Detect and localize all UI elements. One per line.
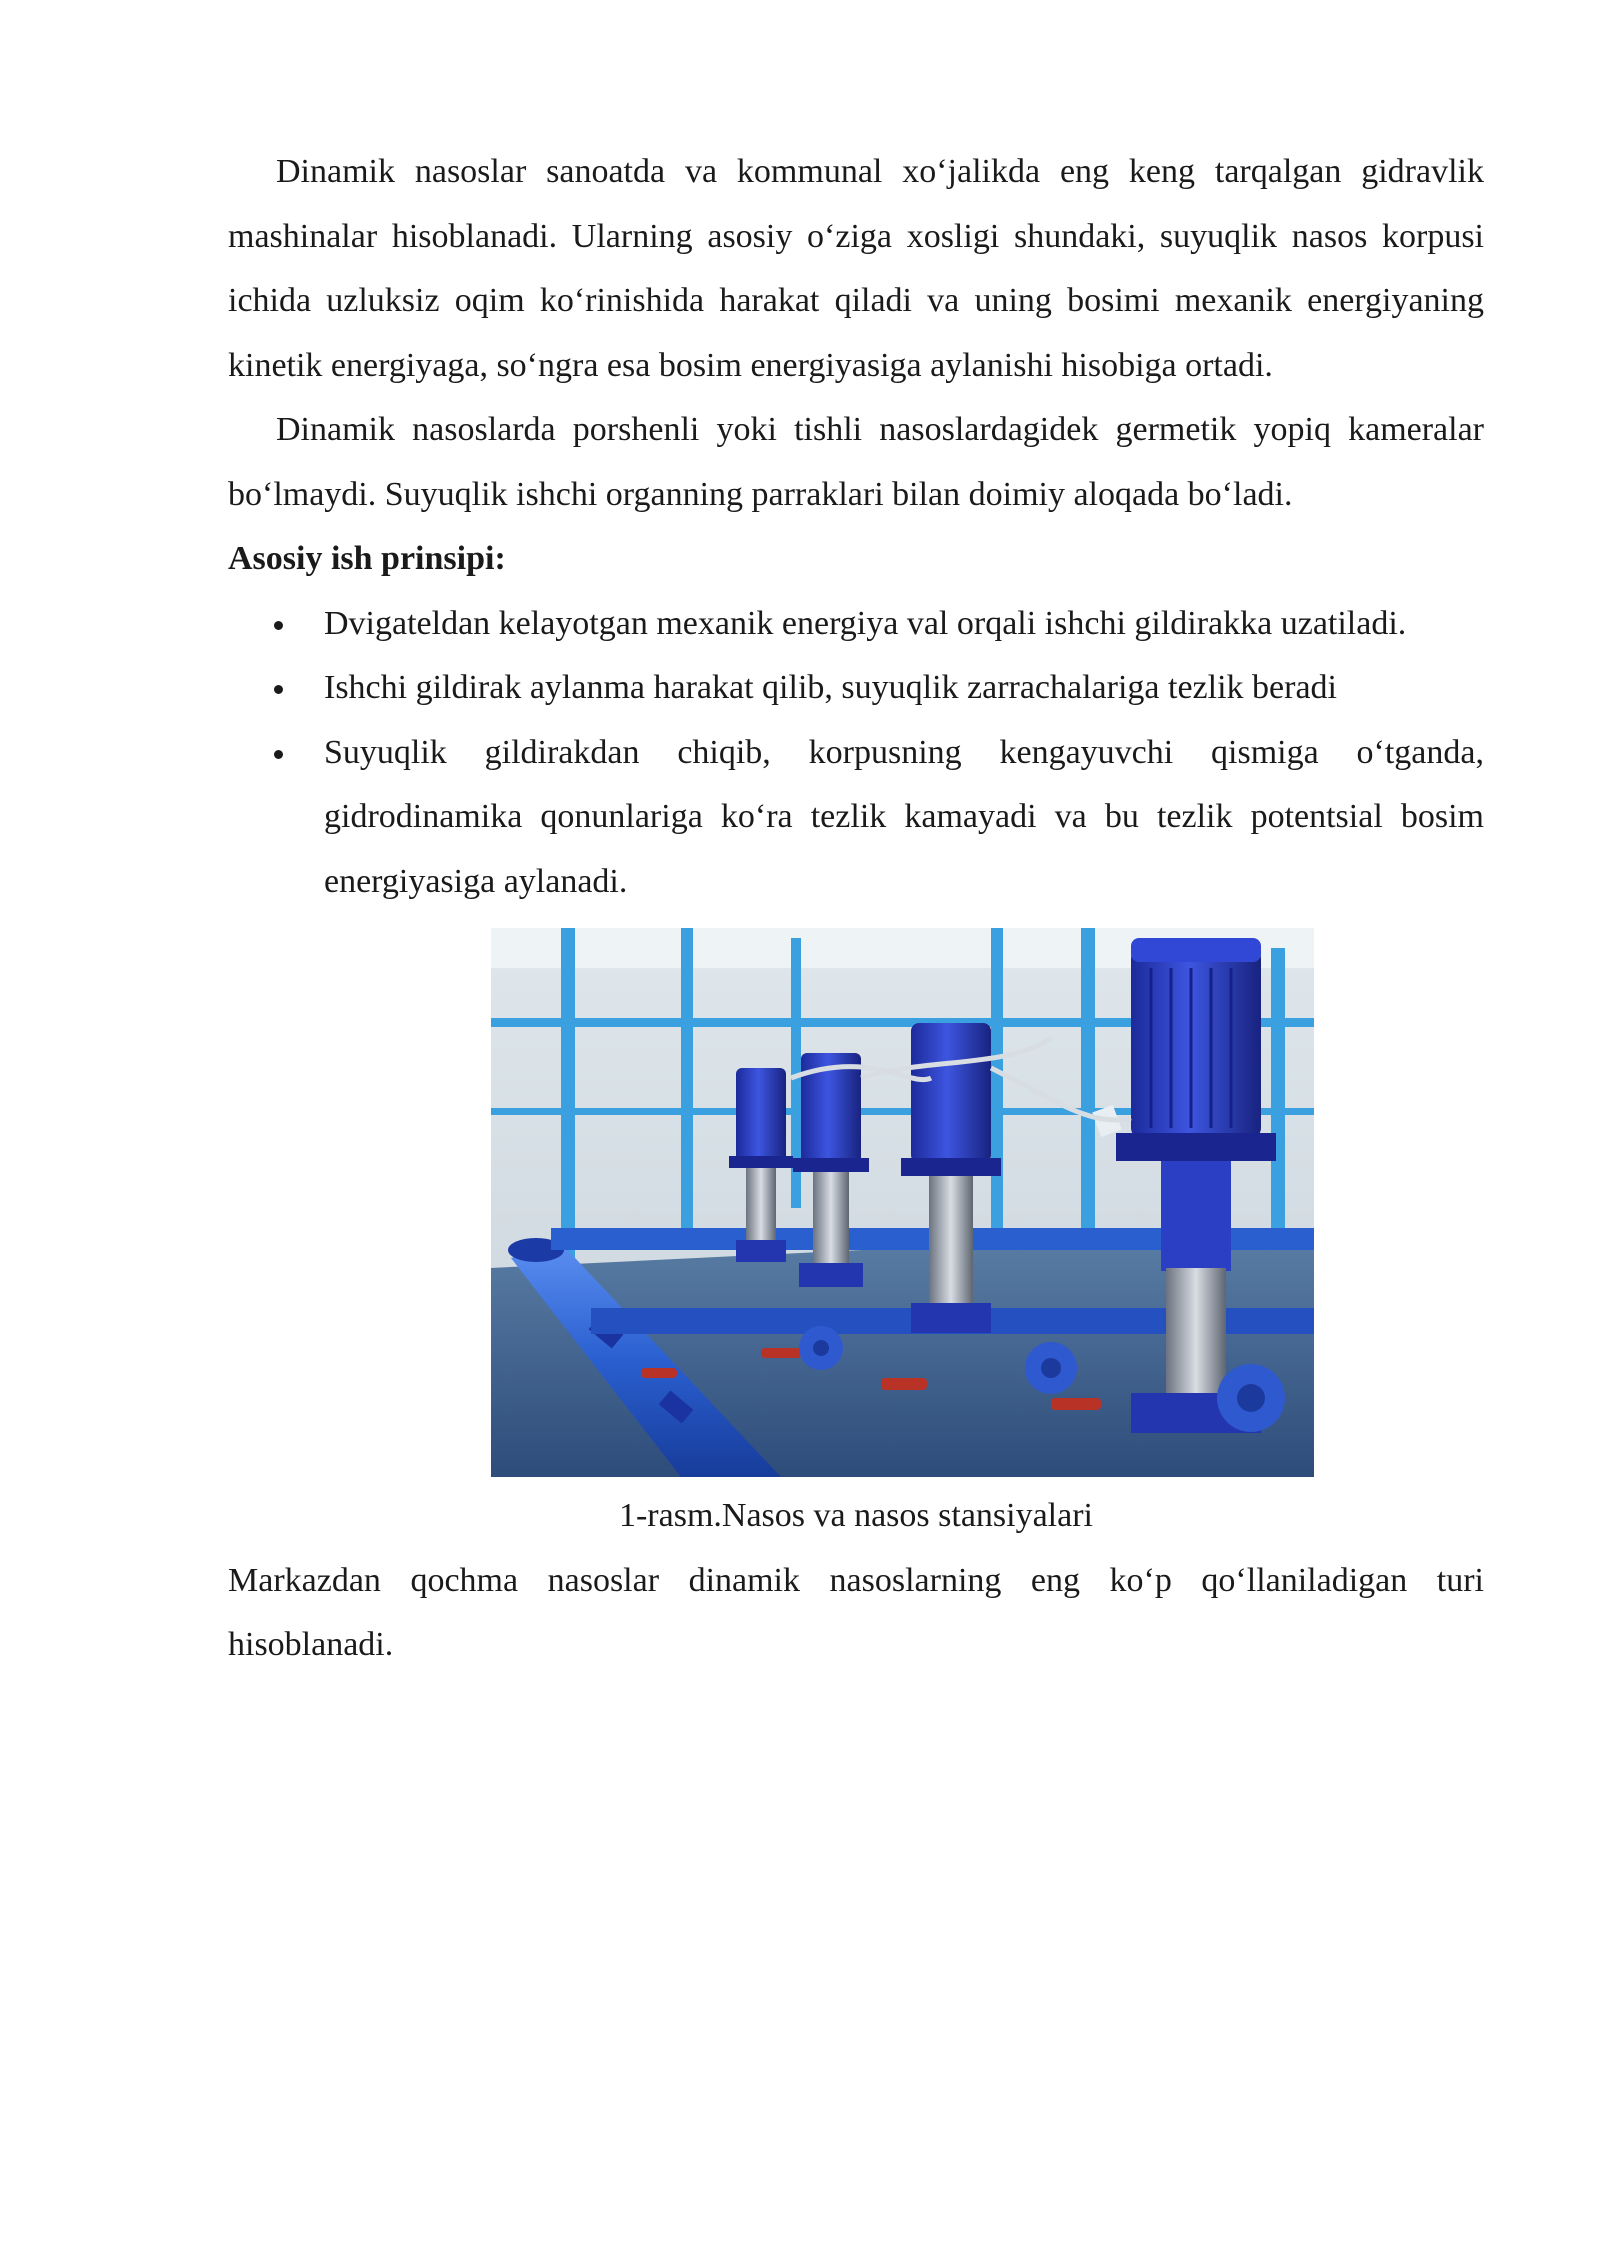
document-page bbox=[228, 140, 1484, 1678]
bullet-icon bbox=[274, 685, 283, 694]
list-item: Dvigateldan kelayotgan mexanik energiya val orqali ishchi gildirakka uzatiladi. bbox=[228, 592, 1484, 657]
paragraph-chambers: Dinamik nasoslarda porshenli yoki tishli nasoslardagidek germetik yopiq kameralar bo‘lmaydi. Suyuqlik ishchi organning parraklari bilan doimiy aloqada bo‘ladi. bbox=[228, 411, 1484, 513]
bullet-icon bbox=[274, 750, 283, 759]
figure-caption: 1-rasm.Nasos va nasos stansiyalari bbox=[618, 1497, 1093, 1534]
list-item: Suyuqlik gildirakdan chiqib, korpusning kengayuvchi qismiga o‘tganda, gidrodinamika qonunlariga ko‘ra tezlik kamayadi va bu tezlik potentsial bosim energiyasiga aylanadi. bbox=[228, 721, 1484, 915]
pump-station-photo bbox=[491, 928, 1314, 1477]
principle-list bbox=[228, 592, 1484, 915]
section-heading: Asosiy ish prinsipi: bbox=[228, 540, 506, 577]
list-item: Ishchi gildirak aylanma harakat qilib, suyuqlik zarrachalariga tezlik beradi bbox=[228, 656, 1484, 721]
paragraph-closing: Markazdan qochma nasoslar dinamik nasoslarning eng ko‘p qo‘llaniladigan turi hisoblanadi. bbox=[228, 1561, 1484, 1663]
bullet-icon bbox=[274, 621, 283, 630]
paragraph-intro: Dinamik nasoslar sanoatda va kommunal xo‘jalikda eng keng tarqalgan gidravlik mashinalar hisoblanadi. Ularning asosiy o‘ziga xosligi shundaki, suyuqlik nasos korpusi ichida uzluksiz oqim ko‘rinishida harakat qiladi va uning bosimi mexanik energiyaning kinetik energiyaga, so‘ngra esa bosim energiyasiga aylanishi hisobiga ortadi. bbox=[228, 153, 1484, 384]
